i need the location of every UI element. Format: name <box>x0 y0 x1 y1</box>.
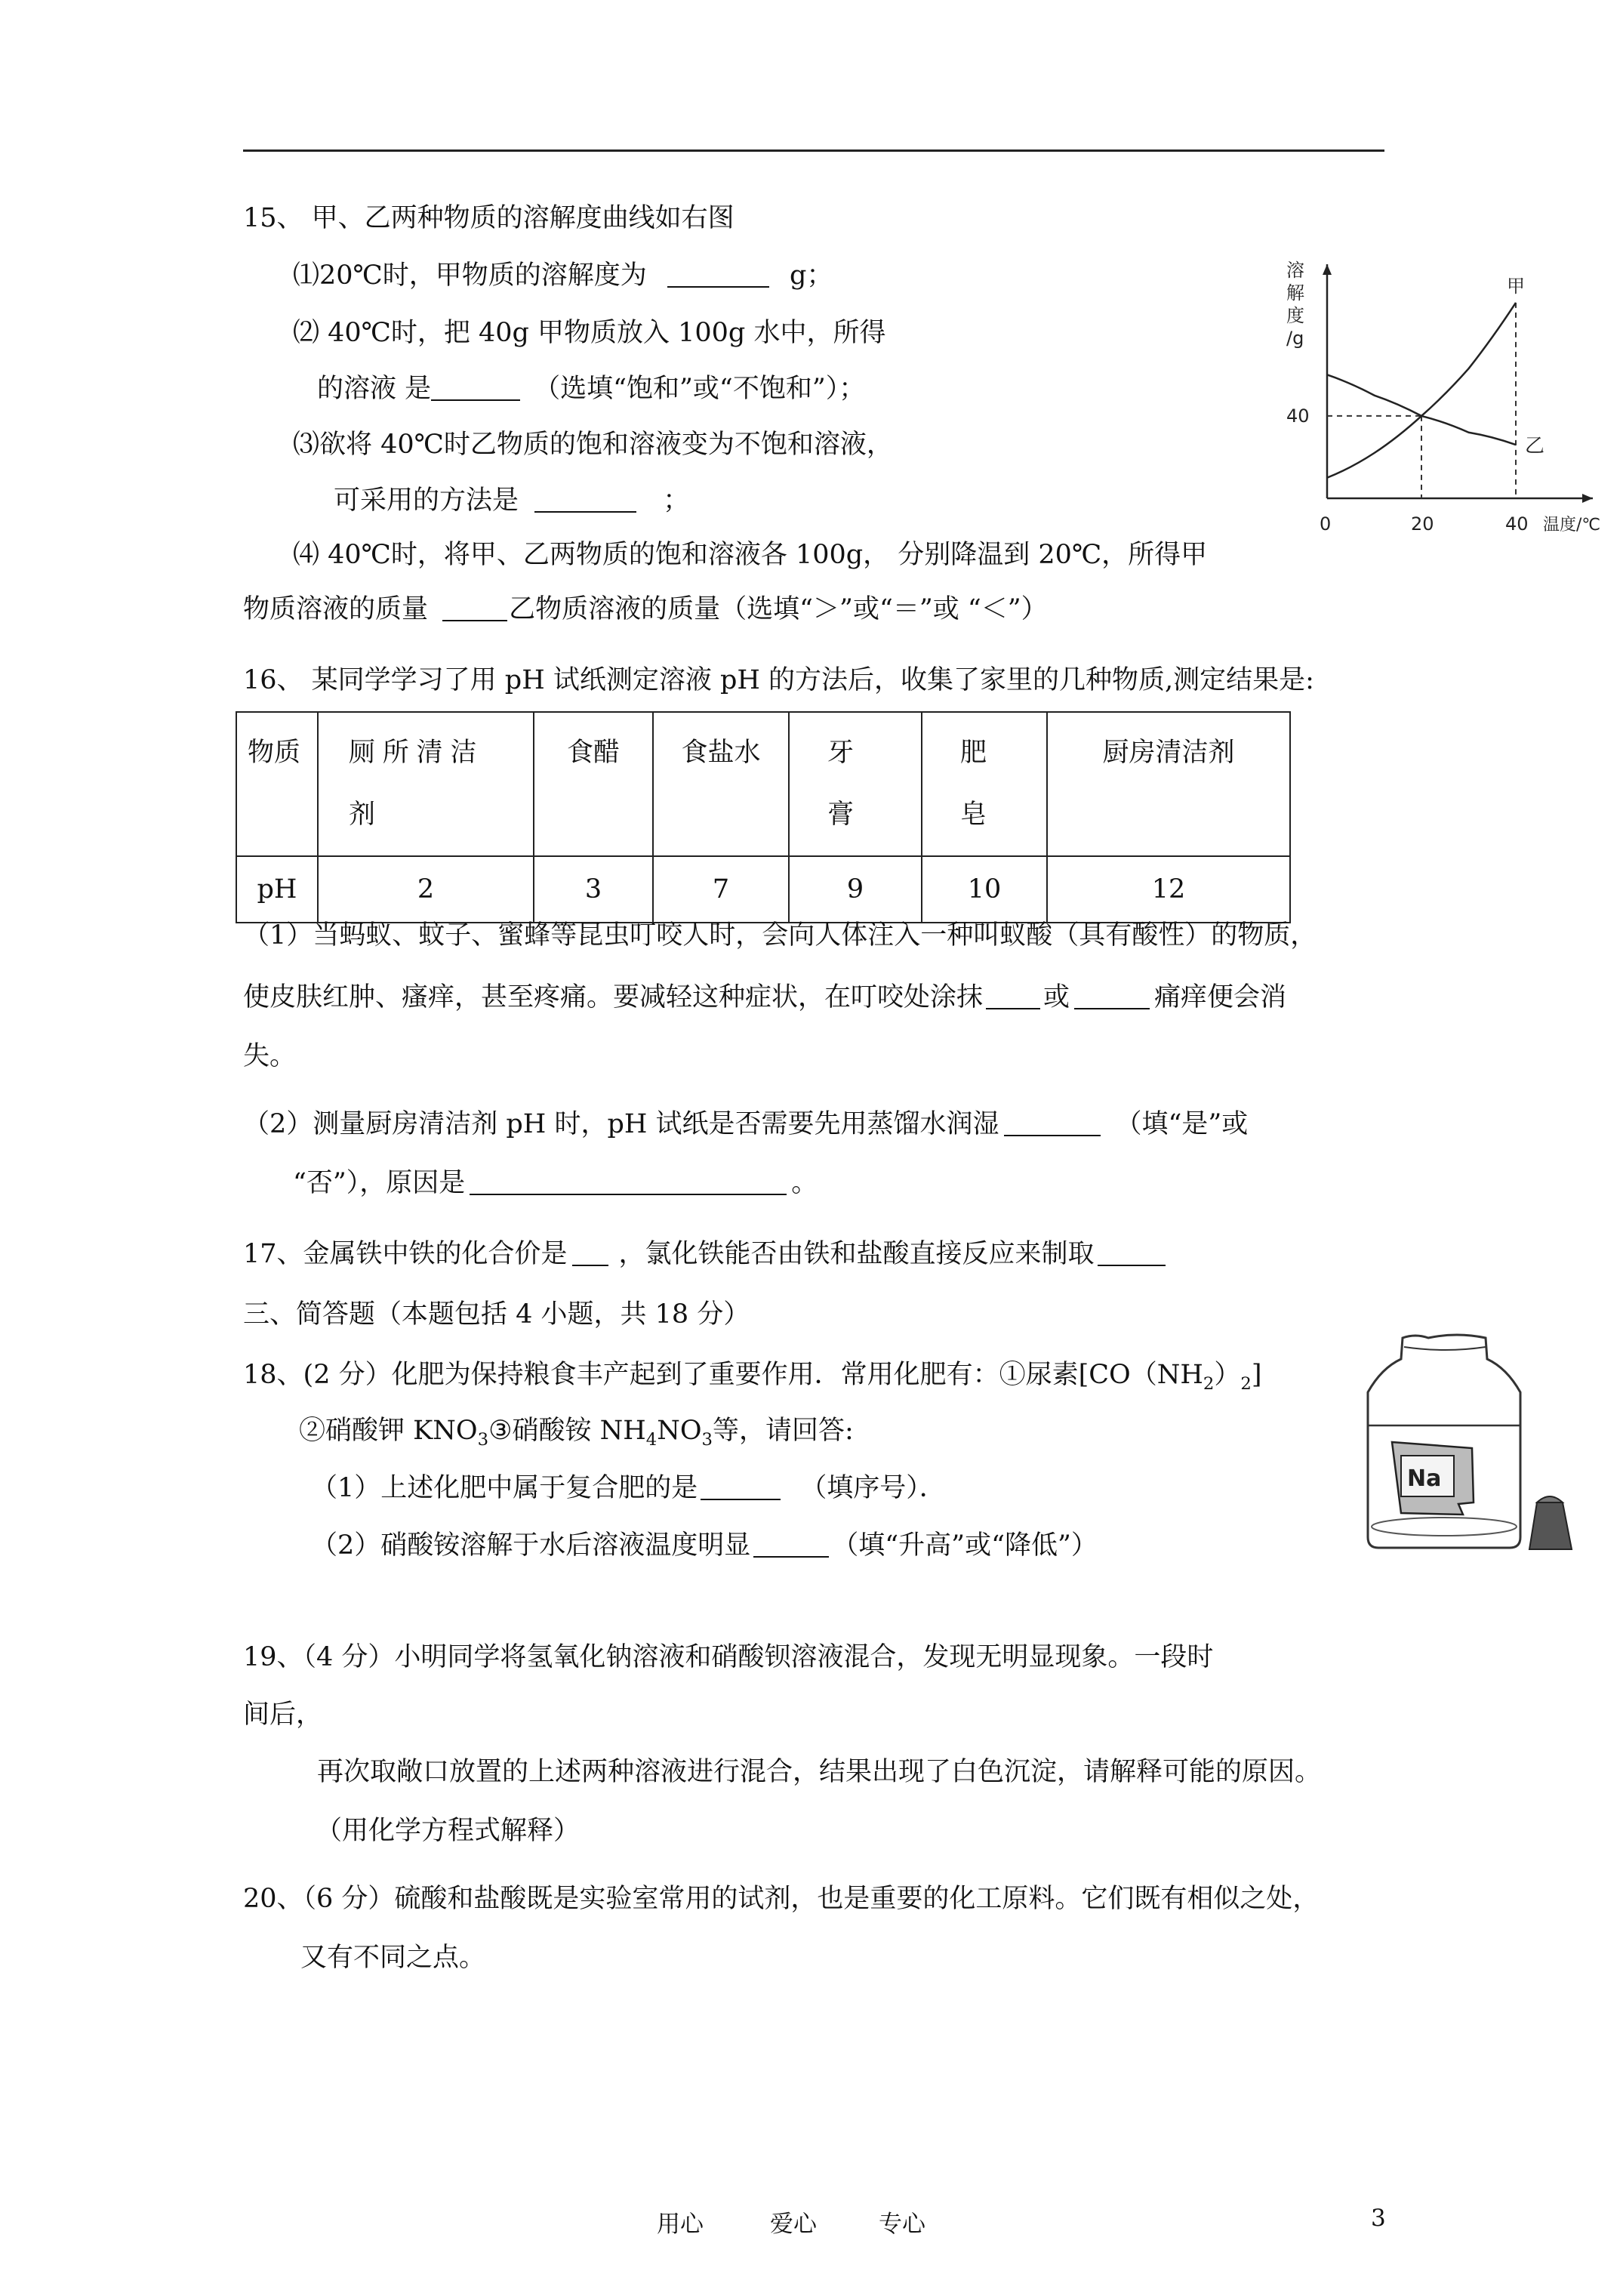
table-cell: 食盐水 <box>653 712 789 856</box>
q16-sub1-blank-a[interactable] <box>986 982 1040 1009</box>
q16-sub2-end: 。 <box>791 1168 818 1198</box>
q20-line1: 20、（6 分）硫酸和盐酸既是实验室常用的试剂，也是重要的化工原料。它们既有相似之处， <box>243 1884 1320 1914</box>
q15-part2-line2 <box>317 373 865 405</box>
q16-sub1-end: 痛痒便会消 <box>1154 982 1287 1012</box>
y-axis-label-char: 溶 <box>1286 260 1304 281</box>
q16-sub2-blank-b[interactable] <box>470 1167 787 1195</box>
q16-sub2-choice: （填“是”或 <box>1115 1109 1249 1139</box>
table-header-substance: 物质 <box>236 712 318 856</box>
sodium-bottle-figure <box>1359 1329 1585 1555</box>
q15-part4-line1: ⑷ 40℃时，将甲、乙两物质的饱和溶液各 100g， 分别降温到 20℃，所得甲 <box>293 540 1208 570</box>
q19-line4: （用化学方程式解释） <box>316 1816 581 1846</box>
q17 <box>243 1238 1169 1270</box>
table-cell: 厨房清洁剂 <box>1047 712 1290 856</box>
x-tick-label: 0 <box>1320 513 1332 535</box>
q15-part4-line2 <box>243 593 1048 625</box>
q17-text-2: ，氯化铁能否由铁和盐酸直接反应来制取 <box>618 1239 1095 1269</box>
q15-part2-choice: （选填“饱和”或“不饱和”）； <box>534 374 866 404</box>
q15-part3-line2 <box>334 485 689 516</box>
q17-blank-a[interactable] <box>572 1238 608 1266</box>
header-rule <box>243 149 1384 152</box>
table-cell: 食醋 <box>534 712 653 856</box>
q16-sub1-line3: 失。 <box>243 1041 297 1071</box>
q18-sub2-choice: （填“升高”或“降低”） <box>832 1530 1098 1561</box>
table-cell: 牙 膏 <box>789 712 922 856</box>
table-cell: 厕所清洁 剂 <box>318 712 534 856</box>
bottle-neck-line <box>1404 1347 1486 1350</box>
x-tick-label: 40 <box>1505 513 1529 535</box>
q15-part3-text: 可采用的方法是 <box>334 485 519 516</box>
q18-line1: 18、(2 分）化肥为保持粮食丰产起到了重要作用．常用化肥有：①尿素$[CO(NH_2)_2]$ <box>243 1360 1262 1394</box>
table-cell: 3 <box>534 856 653 923</box>
solubility-chart <box>1283 249 1615 551</box>
stopper-top <box>1537 1496 1563 1502</box>
page-number: 3 <box>1371 2205 1386 2232</box>
q18-sub2 <box>311 1530 1098 1561</box>
q15-part1-unit: g； <box>789 260 833 291</box>
q16-sub1-line1: （1）当蚂蚁、蚊子、蜜蜂等昆虫叮咬人时，会向人体注入一种叫蚁酸（具有酸性）的物质， <box>243 920 1317 951</box>
q16-sub1-text: 使皮肤红肿、瘙痒，甚至疼痛。要减轻这种症状，在叮咬处涂抹 <box>243 982 984 1012</box>
q15-part4-blank[interactable] <box>442 593 507 621</box>
q15-part3-line1: ⑶欲将 40℃时乙物质的饱和溶液变为不饱和溶液， <box>293 430 893 460</box>
y-axis-label-char: /g <box>1286 328 1304 349</box>
q16-sub2-line2 <box>293 1167 818 1199</box>
q15-part2-text: 的溶液 是 <box>317 374 432 404</box>
table-cell: 肥 皂 <box>922 712 1047 856</box>
ph-table <box>236 711 1291 923</box>
q16-sub2-text: （2）测量厨房清洁剂 pH 时，pH 试纸是否需要先用蒸馏水润湿 <box>243 1109 999 1139</box>
q19-line1: 19、（4 分）小明同学将氢氧化钠溶液和硝酸钡溶液混合，发现无明显现象。一段时 <box>243 1642 1214 1672</box>
q15-part1-text: ⑴20℃时，甲物质的溶解度为 <box>293 260 647 291</box>
sodium-label-text: Na <box>1407 1465 1442 1492</box>
x-axis-arrow <box>1582 494 1593 503</box>
x-tick-label: 20 <box>1411 513 1434 535</box>
table-header-ph: pH <box>236 856 318 923</box>
q15-part3-end: ； <box>663 485 690 516</box>
q15-part1 <box>293 260 833 291</box>
table-cell: 7 <box>653 856 789 923</box>
q15-stem: 15、 甲、乙两种物质的溶解度曲线如右图 <box>243 203 735 233</box>
table-cell: 10 <box>922 856 1047 923</box>
q16-sub1-or: 或 <box>1043 982 1070 1012</box>
table-cell: 9 <box>789 856 922 923</box>
q17-text: 17、金属铁中铁的化合价是 <box>243 1239 568 1269</box>
series-label: 乙 <box>1525 435 1545 458</box>
footer-motto-3: 专心 <box>879 2211 925 2238</box>
table-row <box>236 856 1290 923</box>
q15-part4-text: 物质溶液的质量 <box>243 594 429 624</box>
table-cell: 12 <box>1047 856 1290 923</box>
q17-blank-b[interactable] <box>1098 1238 1166 1266</box>
series-label: 甲 <box>1507 275 1525 297</box>
section-3-heading: 三、简答题（本题包括 4 小题，共 18 分） <box>243 1299 750 1330</box>
q18-sub1 <box>311 1472 946 1504</box>
q16-stem: 16、 某同学学习了用 pH 试纸测定溶液 pH 的方法后，收集了家里的几种物质,测定结果是: <box>243 665 1314 695</box>
series-line <box>1327 303 1516 478</box>
y-axis-label-char: 度 <box>1286 305 1304 326</box>
bottle-base <box>1372 1518 1517 1536</box>
x-axis-label: 温度/℃ <box>1543 516 1601 535</box>
q16-sub1-blank-b[interactable] <box>1074 982 1150 1009</box>
q18-line2: ②硝酸钾 $KNO_3③$硝酸铵 $NH_4NO_3$等，请回答: <box>299 1416 854 1450</box>
q18-sub1-text: （1）上述化肥中属于复合肥的是 <box>311 1473 698 1503</box>
q18-sub1-blank[interactable] <box>701 1472 781 1500</box>
table-row <box>236 712 1290 856</box>
q19-line2: 间后， <box>243 1700 323 1730</box>
y-tick-label: 40 <box>1286 405 1310 427</box>
q16-sub2-blank-a[interactable] <box>1004 1108 1101 1136</box>
y-axis-label-char: 解 <box>1286 282 1304 304</box>
q15-part4-choice: 乙物质溶液的质量（选填“＞”或“＝”或 “＜”） <box>509 594 1048 624</box>
y-axis-arrow <box>1323 264 1332 275</box>
q15-part1-blank[interactable] <box>667 260 769 288</box>
footer-motto-2: 爱心 <box>770 2211 817 2238</box>
q15-part2-blank[interactable] <box>431 373 520 401</box>
q18-sub2-text: （2）硝酸铵溶解于水后溶液温度明显 <box>311 1530 751 1561</box>
q15-part3-blank[interactable] <box>534 485 636 513</box>
q19-line3: 再次取敞口放置的上述两种溶液进行混合，结果出现了白色沉淀，请解释可能的原因。 <box>317 1757 1322 1787</box>
table-cell: 2 <box>318 856 534 923</box>
series-line <box>1327 374 1516 445</box>
q20-line2: 又有不同之点。 <box>300 1943 486 1973</box>
q18-sub2-blank[interactable] <box>753 1530 829 1558</box>
footer-motto-1: 用心 <box>657 2211 704 2238</box>
q18-sub1-end: （填序号）． <box>800 1473 946 1503</box>
stopper-body <box>1529 1502 1572 1549</box>
q15-part2-line1: ⑵ 40℃时，把 40g 甲物质放入 100g 水中，所得 <box>293 318 886 348</box>
q16-sub2-reason: “否”），原因是 <box>293 1168 466 1198</box>
q16-sub1-line2 <box>243 982 1286 1013</box>
q16-sub2-line1 <box>243 1108 1248 1140</box>
bottle-outline <box>1368 1335 1520 1548</box>
